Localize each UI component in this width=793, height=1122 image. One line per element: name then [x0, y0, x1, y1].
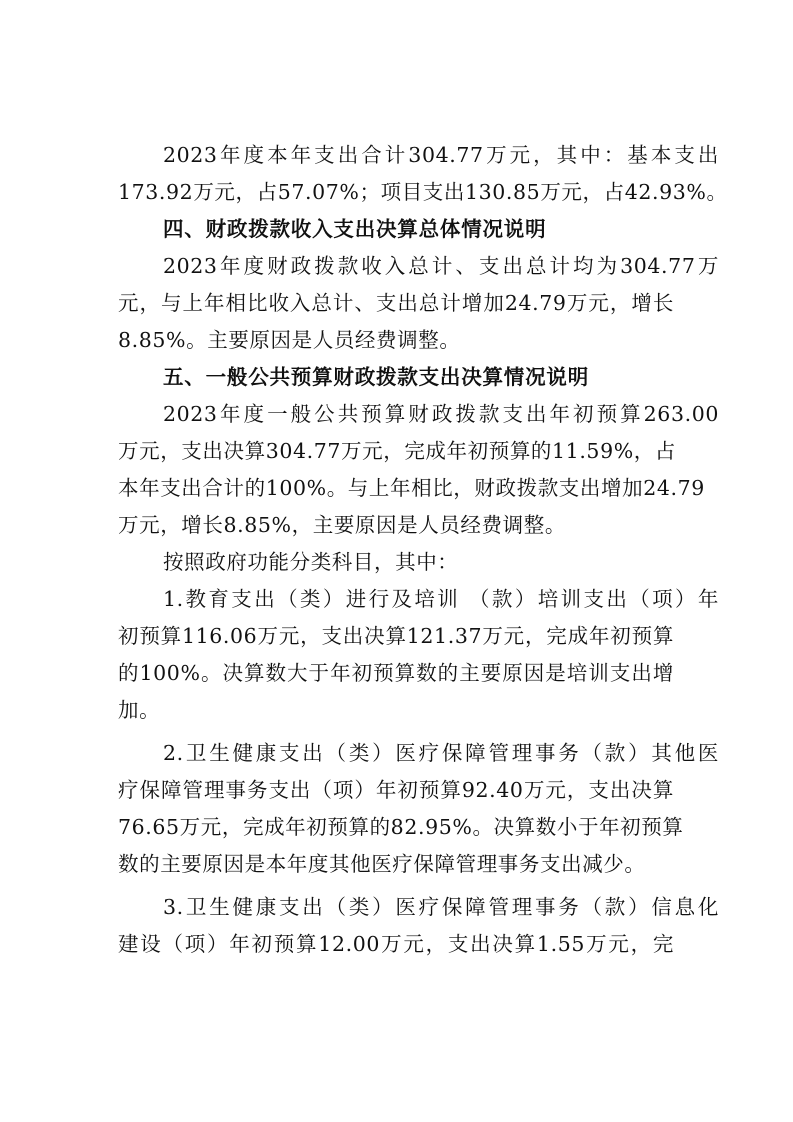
paragraph-line: 2023年度一般公共预算财政拨款支出年初预算263.00	[163, 402, 719, 426]
paragraph-line: 初预算116.06万元，支出决算121.37万元，完成年初预算	[118, 624, 674, 648]
paragraph-line: 2.卫生健康支出（类）医疗保障管理事务（款）其他医	[163, 741, 719, 765]
paragraph-line: 元，与上年相比收入总计、支出总计增加24.79万元，增长	[118, 291, 674, 315]
paragraph-line: 76.65万元，完成年初预算的82.95%。决算数小于年初预算	[118, 815, 684, 839]
paragraph-line: 2023年度财政拨款收入总计、支出总计均为304.77万	[163, 254, 719, 278]
paragraph-line: 的100%。决算数大于年初预算数的主要原因是培训支出增	[118, 661, 674, 685]
paragraph-line: 万元，支出决算304.77万元，完成年初预算的11.59%，占	[118, 439, 676, 463]
paragraph-line: 1.教育支出（类）进行及培训 （款）培训支出（项）年	[163, 587, 719, 611]
section-heading-5: 五、一般公共预算财政拨款支出决算情况说明	[163, 365, 589, 389]
paragraph-line: 2023年度本年支出合计304.77万元，其中：基本支出	[163, 143, 719, 167]
paragraph-line: 疗保障管理事务支出（项）年初预算92.40万元，支出决算	[118, 778, 674, 802]
paragraph-line: 按照政府功能分类科目，其中：	[163, 550, 459, 574]
section-heading-4: 四、财政拨款收入支出决算总体情况说明	[163, 217, 547, 241]
paragraph-line: 万元，增长8.85%，主要原因是人员经费调整。	[118, 513, 566, 537]
paragraph-line: 建设（项）年初预算12.00万元，支出决算1.55万元，完	[118, 932, 674, 956]
paragraph-line: 本年支出合计的100%。与上年相比，财政拨款支出增加24.79	[118, 476, 705, 500]
paragraph-line: 173.92万元，占57.07%；项目支出130.85万元，占42.93%。	[118, 180, 728, 204]
paragraph-line: 3.卫生健康支出（类）医疗保障管理事务（款）信息化	[163, 895, 719, 919]
paragraph-line: 加。	[118, 698, 161, 722]
paragraph-line: 8.85%。主要原因是人员经费调整。	[118, 328, 461, 352]
document-body	[118, 137, 728, 963]
paragraph-line: 数的主要原因是本年度其他医疗保障管理事务支出减少。	[118, 852, 646, 876]
